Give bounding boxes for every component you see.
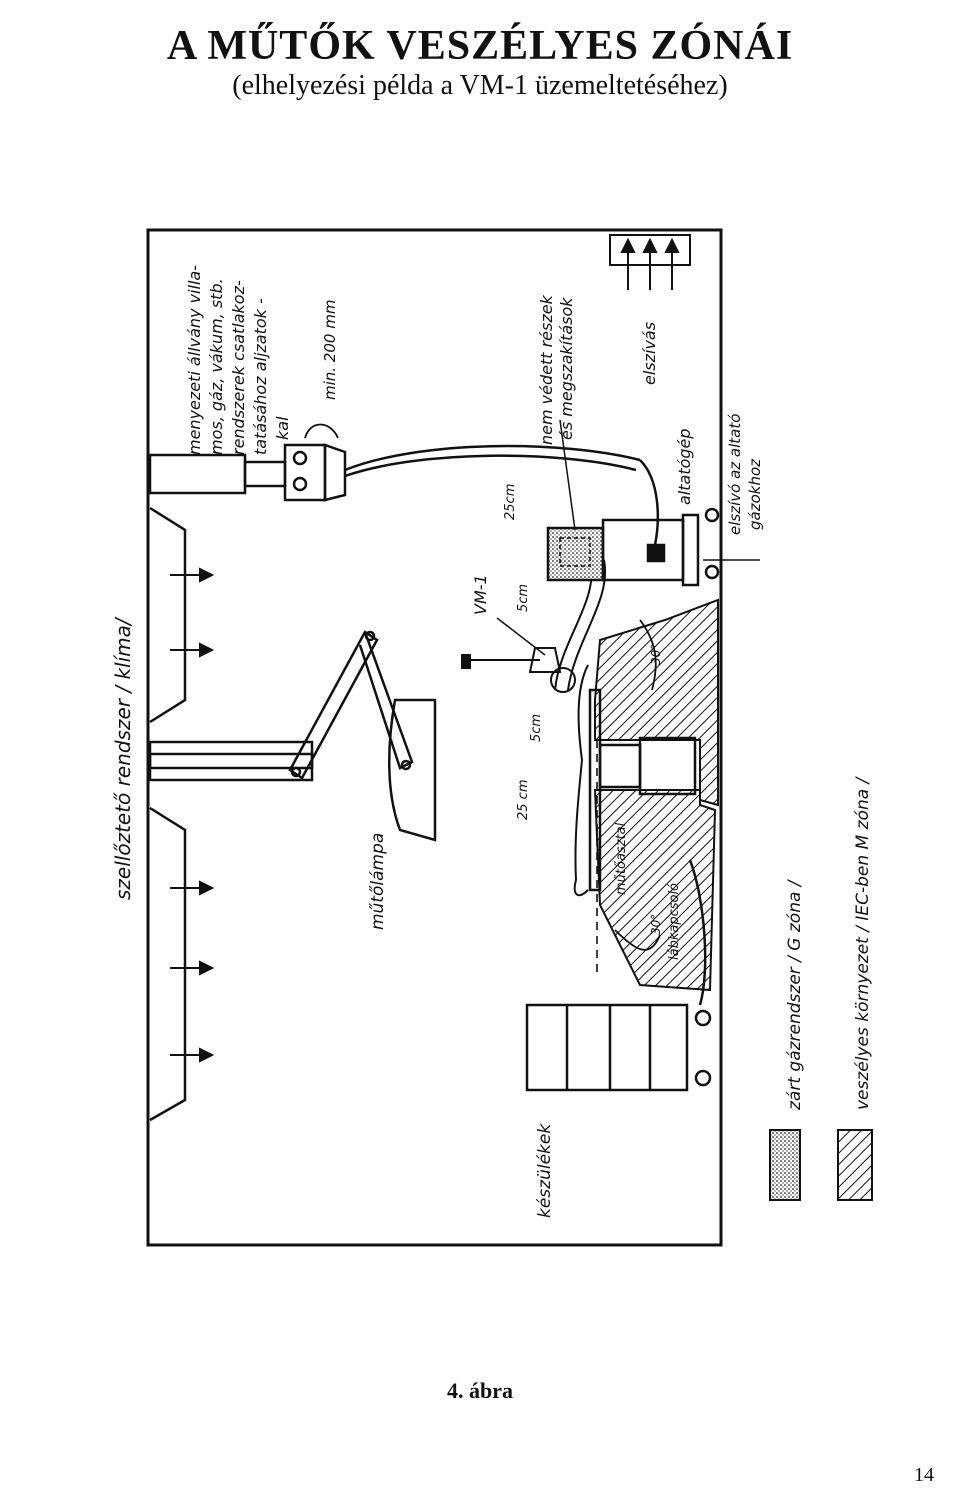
airflow-arrows — [170, 569, 212, 1061]
legend-swatch-dotted — [770, 1130, 800, 1200]
legend-label-hazardous: veszélyes környezet / IEC-ben M zóna / — [853, 777, 873, 1110]
angle-top-label: 30° — [649, 643, 663, 665]
closed-gas-zone — [548, 528, 603, 580]
exhaust-label: elszívás — [640, 321, 659, 385]
distance-5cm-bottom: 5cm — [529, 713, 544, 742]
anesthesia-machine — [603, 509, 718, 585]
supply-label-line3: rendszerek csatlakoz- — [229, 280, 248, 455]
anesthetic-exhaust-label-line1: elszívó az altató — [726, 413, 744, 535]
distance-25cm-bottom: 25 cm — [516, 779, 531, 820]
ventilation-diffusers — [150, 508, 185, 1120]
vm1-label: VM-1 — [471, 574, 490, 615]
legend-label-closed-gas: zárt gázrendszer / G zóna / — [785, 880, 805, 1110]
vm1-pointer — [497, 618, 545, 655]
page-title: A MŰTŐK VESZÉLYES ZÓNÁI — [166, 23, 794, 69]
anesthesia-machine-label: altatógép — [675, 428, 694, 505]
supply-label-line2: mos, gáz, vákum, stb. — [207, 278, 226, 455]
patient — [551, 665, 588, 895]
legend — [770, 775, 873, 1200]
lamp-pillar — [150, 742, 312, 780]
distance-5cm-top: 5cm — [516, 583, 531, 612]
legend-swatch-hatched — [838, 1130, 872, 1200]
operating-table-label: műtőasztal — [614, 822, 629, 895]
operating-lamp-label: műtőlámpa — [368, 832, 388, 930]
exhaust-vent — [610, 235, 690, 290]
page-subtitle: (elhelyezési példa a VM-1 üzemeltetéséhez) — [232, 70, 728, 101]
supply-label-line4: tatásához aljzatok - — [251, 298, 270, 455]
unprotected-label-line2: és megszakítások — [557, 297, 576, 440]
operating-lamp — [290, 632, 435, 840]
min-distance-arc — [305, 425, 338, 439]
ventilation-label: szellőztető rendszer / klíma/ — [111, 618, 135, 900]
supply-label-line5: kal — [273, 416, 292, 440]
unprotected-label-line1: nem védett részek — [537, 295, 556, 445]
distance-25cm-top: 25cm — [503, 483, 518, 520]
devices-label: készülékek — [535, 1123, 555, 1218]
figure-caption: 4. ábra — [447, 1378, 513, 1403]
supply-label-line1: menyezeti állvány villa- — [185, 265, 204, 455]
min-distance-label: min. 200 mm — [321, 299, 339, 400]
page-number: 14 — [914, 1464, 934, 1486]
angle-bottom-label: 30° — [649, 913, 663, 935]
foot-switch-label: lábkapcsoló — [667, 882, 682, 960]
anesthetic-exhaust-label-line2: gázokhoz — [746, 458, 764, 530]
